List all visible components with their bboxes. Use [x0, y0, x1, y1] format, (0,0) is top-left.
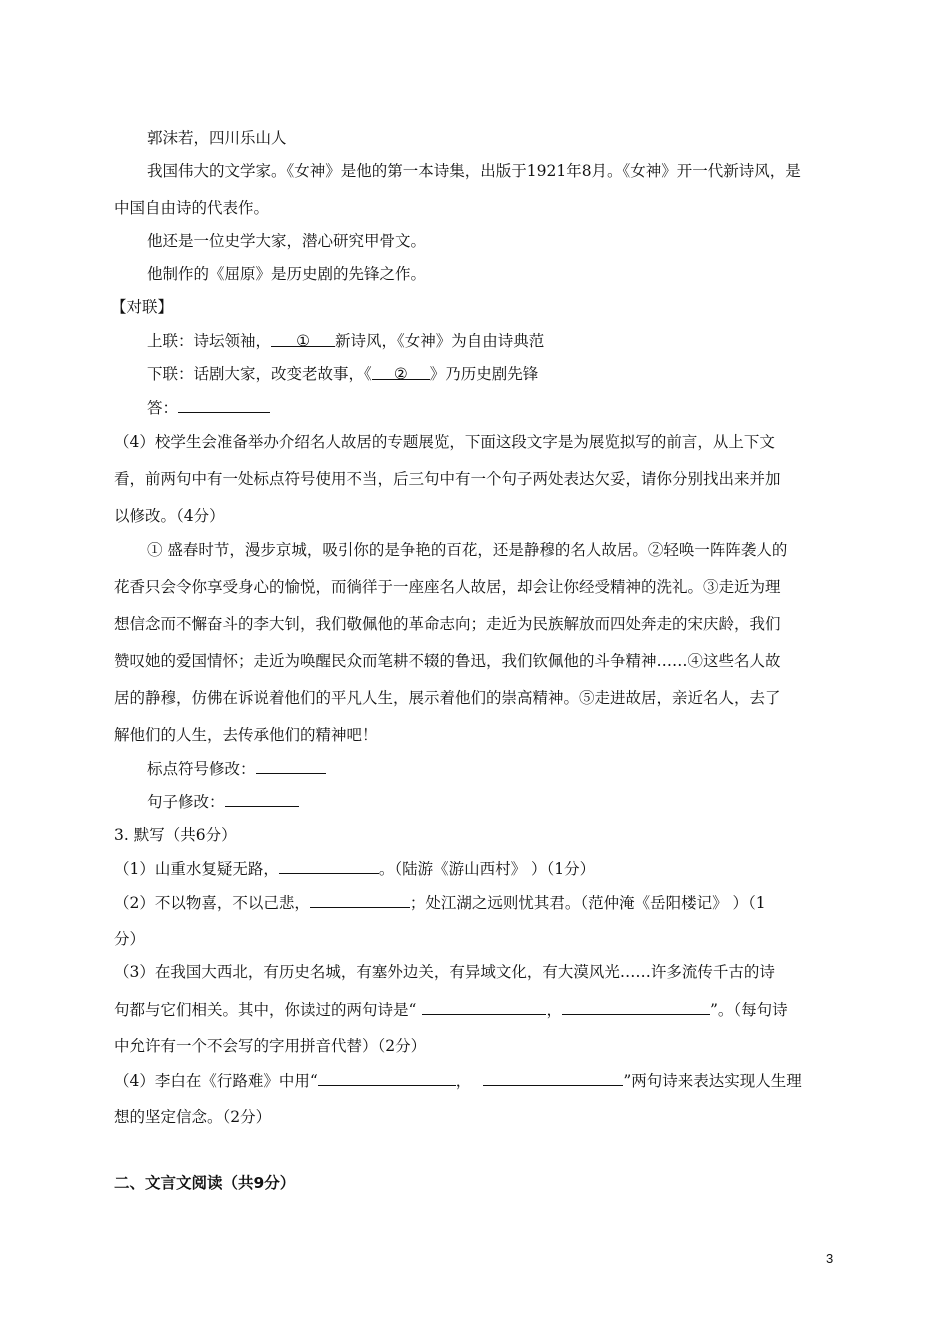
sentence-fix-label: 句子修改： — [147, 793, 225, 811]
q3-s3-blank-2[interactable] — [562, 999, 710, 1015]
couplet-blank-2[interactable]: ② — [372, 364, 430, 380]
answer-label: 答： — [147, 399, 179, 417]
couplet-answer — [147, 397, 270, 418]
q4-passage-line: 想信念而不懈奋斗的李大钊，我们敬佩他的革命志向；走近为民族解放而四处奔走的宋庆龄，我们 — [114, 615, 781, 633]
couplet-heading: 【对联】 — [111, 298, 174, 316]
couplet-blank-1[interactable]: ① — [271, 331, 335, 347]
q3-s4-cont: 想的坚定信念。（2分） — [114, 1108, 272, 1126]
couplet-upper — [147, 331, 544, 351]
q4-passage-line: 花香只会令你享受身心的愉悦，而徜徉于一座座名人故居，却会让你经受精神的洗礼。③走近为理 — [114, 578, 781, 596]
q3-s2-post: ；处江湖之远则忧其君。（范仲淹《岳阳楼记》 ）（1 — [409, 894, 766, 912]
intro-line: 中国自由诗的代表作。 — [114, 199, 270, 217]
q3-s4 — [114, 1070, 802, 1091]
punct-fix-blank[interactable] — [256, 758, 326, 774]
q3-s2-cont: 分） — [114, 930, 146, 948]
sentence-fix-blank[interactable] — [225, 791, 299, 807]
q3-s1-post: 。（陆游《游山西村》 ）（1分） — [378, 860, 596, 878]
q3-s4-pre: （4）李白在《行路难》中用“ — [114, 1072, 318, 1090]
q3-s3: （3）在我国大西北，有历史名城，有塞外边关，有异域文化，有大漠风光……许多流传千古的诗 — [114, 963, 775, 981]
q3-s3-mid: ， — [546, 1001, 562, 1019]
q4-passage-line: 居的静穆，仿佛在诉说着他们的平凡人生，展示着他们的崇高精神。⑤走进故居，亲近名人，去了 — [114, 689, 781, 707]
q4-passage-line: 赞叹她的爱国情怀；走近为唤醒民众而笔耕不辍的鲁迅，我们钦佩他的斗争精神……④这些名人故 — [114, 652, 781, 670]
punct-fix-label: 标点符号修改： — [147, 760, 256, 778]
sentence-fix — [147, 791, 299, 812]
q3-s4-blank-1[interactable] — [318, 1070, 456, 1086]
couplet-upper-post: 新诗风，《女神》为自由诗典范 — [335, 332, 545, 350]
q3-s1-pre: （1）山重水复疑无路， — [114, 860, 279, 878]
couplet-lower-post: 》乃历史剧先锋 — [429, 365, 539, 383]
q3-s2-pre: （2）不以物喜，不以己悲， — [114, 894, 310, 912]
q4-passage-line: ① 盛春时节，漫步京城，吸引你的是争艳的百花，还是静穆的名人故居。②轻唤一阵阵袭人的 — [147, 541, 788, 559]
q3-s3 — [114, 999, 788, 1020]
q3-s3-blank-1[interactable] — [422, 999, 546, 1015]
intro-line: 我国伟大的文学家。《女神》是他的第一本诗集，出版于1921年8月。《女神》开一代新诗风，是 — [147, 162, 801, 180]
q3-s2-blank[interactable] — [310, 892, 410, 908]
intro-line: 郭沫若，四川乐山人 — [147, 129, 287, 147]
couplet-lower — [147, 364, 538, 384]
q4-line: 以修改。（4分） — [114, 507, 225, 525]
couplet-lower-pre: 下联：话剧大家，改变老故事，《 — [147, 365, 372, 383]
answer-blank[interactable] — [178, 397, 270, 413]
punct-fix — [147, 758, 326, 779]
page-number: 3 — [826, 1251, 834, 1266]
q3-s3-cont: 中允许有一个不会写的字用拼音代替）（2分） — [114, 1037, 427, 1055]
q3-heading: 3. 默写（共6分） — [114, 826, 237, 844]
intro-line: 他制作的《屈原》是历史剧的先锋之作。 — [147, 265, 427, 283]
q4-line: 看，前两句中有一处标点符号使用不当，后三句中有一个句子两处表达欠妥，请你分别找出来并加 — [114, 470, 781, 488]
q3-s2 — [114, 892, 766, 913]
q3-s4-mid: ， — [455, 1072, 472, 1090]
q4-line: （4）校学生会准备举办介绍名人故居的专题展览，下面这段文字是为展览拟写的前言，从上下文 — [114, 433, 775, 451]
section-heading: 二、文言文阅读（共9分） — [114, 1174, 296, 1192]
q3-s1 — [114, 858, 595, 879]
q3-s4-blank-2[interactable] — [483, 1070, 623, 1086]
intro-line: 他还是一位史学大家，潜心研究甲骨文。 — [147, 232, 427, 250]
couplet-upper-pre: 上联：诗坛领袖， — [147, 332, 272, 350]
q3-s3-pre: 句都与它们相关。其中，你读过的两句诗是“ — [114, 1001, 417, 1019]
q4-passage-line: 解他们的人生，去传承他们的精神吧！ — [114, 726, 378, 744]
q3-s4-post: ”两句诗来表达实现人生理 — [623, 1072, 802, 1090]
q3-s1-blank[interactable] — [279, 858, 379, 874]
q3-s3-post: ”。（每句诗 — [709, 1001, 788, 1019]
